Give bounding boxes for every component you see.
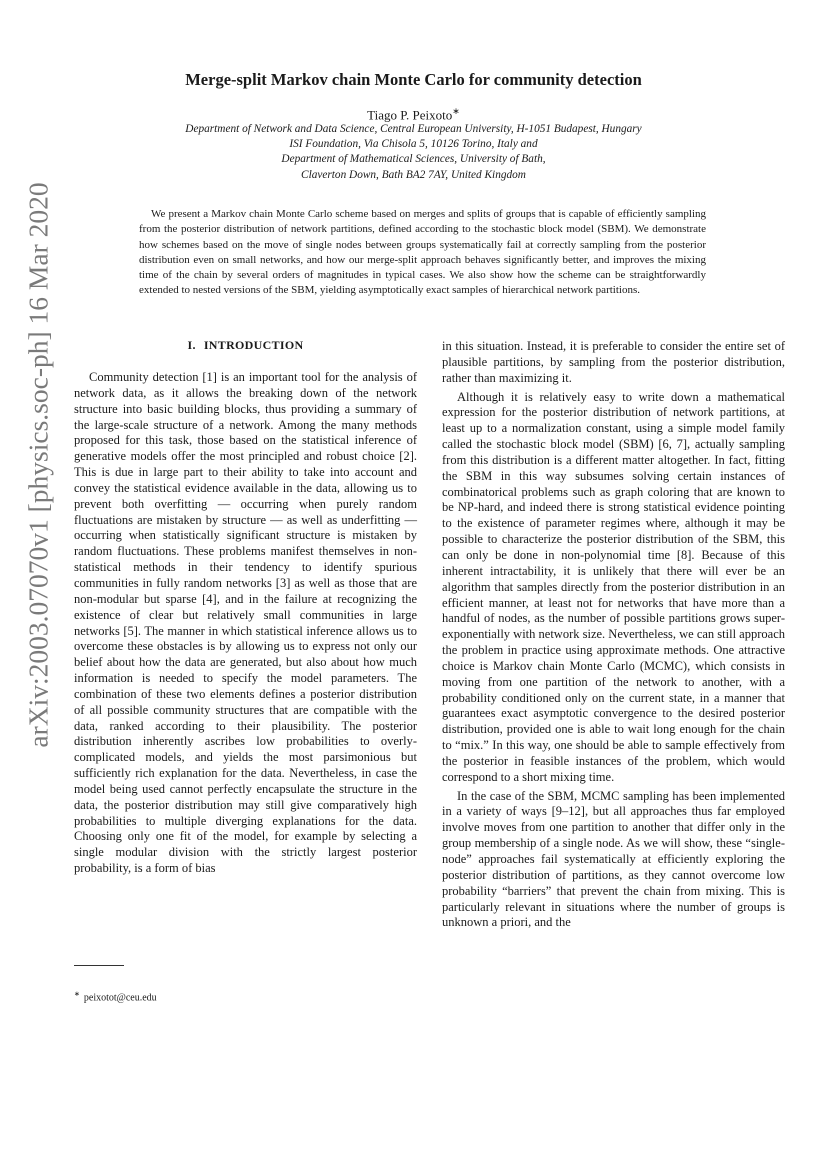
affiliation-line: ISI Foundation, Via Chisola 5, 10126 Torino, Italy and [289,138,538,151]
author-line [80,106,747,123]
affiliation-line: Department of Mathematical Sciences, University of Bath, [281,153,546,166]
left-column [74,338,417,877]
body-paragraph: In the case of the SBM, MCMC sampling has been implemented in a variety of ways [9–12], but all approaches thus far employed involve moves from one partition to another that differ only in the group membership of a single node. As we will show, these “single-node” approaches fail systematically at efficiently exploring the posterior distribution of partitions, as they cannot overcome low probability “barriers” that prevent the chain from mixing. This is particularly relevant in situations where the number of groups is unknown a priori, and the [442,788,785,930]
author-footnote-mark: ∗ [452,106,460,116]
footnote-email: peixotot@ceu.edu [83,992,157,1004]
right-column [442,339,785,931]
arxiv-identifier-text: arXiv:2003.07070v1 [physics.soc-ph] 16 Mar 2020 [23,182,55,748]
section-number: I. [187,338,196,352]
body-paragraph: Although it is relatively easy to write down a mathematical expression for the posterior distribution of network partitions, at least up to a normalization constant, using a simple model family called the stochastic block model (SBM) [6, 7], actually sampling from this distribution is a different matter altogether. In fact, fitting the SBM in this way subsumes solving certain instances of combinatorical problems such as graph coloring that are known to be NP-hard, and indeed there is strong statistical evidence pointing to the existence of parameter regimes where, although it may be possible to characterize the posterior distribution of the SBM, this can only be done in non-polynomial time [8]. Because of this inherent intractability, it is unlikely that there will ever be an algorithm that samples directly from the posterior distribution in an efficient manner, at least not for networks that have more than a handful of nodes, as the number of possible partitions grows super-exponentially with network size. Nevertheless, we can still approach the problem in practice using approximate methods. One attractive choice is Markov chain Monte Carlo (MCMC), which consists in moving from one partition of the network to another, with a probability conditioned only on the current state, in a manner that guarantees exact asymptotic convergence to the desired posterior distribution, provided one is able to wait long enough for the chain to “mix.” In this way, one should be able to sample effectively from the posterior in feasible instances of the problem, which would correspond to a short mixing time. [442,389,785,784]
affiliation-line: Department of Network and Data Science, Central European University, H-1051 Budapest, Hungary [185,123,642,135]
body-paragraph: in this situation. Instead, it is preferable to consider the entire set of plausible partitions, by sampling from the posterior distribution, rather than maximizing it. [442,339,785,385]
arxiv-identifier-stamp [10,182,68,748]
section-heading [74,338,417,353]
abstract: We present a Markov chain Monte Carlo scheme based on merges and splits of groups that is capable of efficiently sampling from the posterior distribution of network partitions, defined according to the stochastic block model (SBM). We demonstrate how schemes based on the move of single nodes between groups systematically fail at correctly sampling from the posterior distribution even on small networks, and how our merge-split approach behaves significantly better, and improves the mixing time of the chain by several orders of magnitudes in typical cases. We also show how the scheme can be straightforwardly extended to nested versions of the SBM, yielding asymptotically exact samples of hierarchical network partitions. [139,208,706,297]
affiliations [80,122,747,183]
footnote-rule [74,965,124,966]
body-paragraph: Community detection [1] is an important tool for the analysis of network data, as it allows the breaking down of the network structure into basic building blocks, thus providing a summary of the large-scale structure of a network. Among the many methods proposed for this task, those based on the statistical inference of generative models offer the most principled and robust choice [2]. This is due in large part to their ability to take into account and convey the statistical evidence available in the data, allowing us to prevent both overfitting — occurring when purely random fluctuations are mistaken by structure — as well as underfitting — occurring when statistically significant structure is mistaken by random fluctuations. These problems manifest themselves in non-statistical methods in their tendency to identify spurious communities in fully random networks [3] as well as those that are non-modular but sparse [4], and in the failure at recognizing the existence of clear but relatively small communities in large networks [5]. The manner in which statistical inference allows us to overcome these obstacles is by allowing us to express not only our belief about how the data are generated, but also about how much information is needed to specify the model parameters. The combination of these two elements defines a posterior distribution of all possible community structures that are compatible with the data, ranked according to their plausibility. The posterior distribution inherently ascribes low probabilities to overly-complicated models, and yields the most parsimonious but sufficiently rich explanation for the data. Nevertheless, in case the model being used cannot perfectly encapsulate the structure in the data, the posterior distribution may still give comparatively high probabilities to multiple diverging explanations for the data. Choosing only one fit of the model, for example by selecting a single modular division with the strictly largest posterior probability, is a form of bias [74,370,417,876]
author-name: Tiago P. Peixoto [367,107,453,123]
paper-title: Merge-split Markov chain Monte Carlo for community detection [185,70,642,89]
affiliation-line: Claverton Down, Bath BA2 7AY, United Kingdom [301,168,526,181]
section-title: INTRODUCTION [203,338,304,352]
footnote [74,990,157,1003]
footnote-mark: ∗ [74,990,80,998]
